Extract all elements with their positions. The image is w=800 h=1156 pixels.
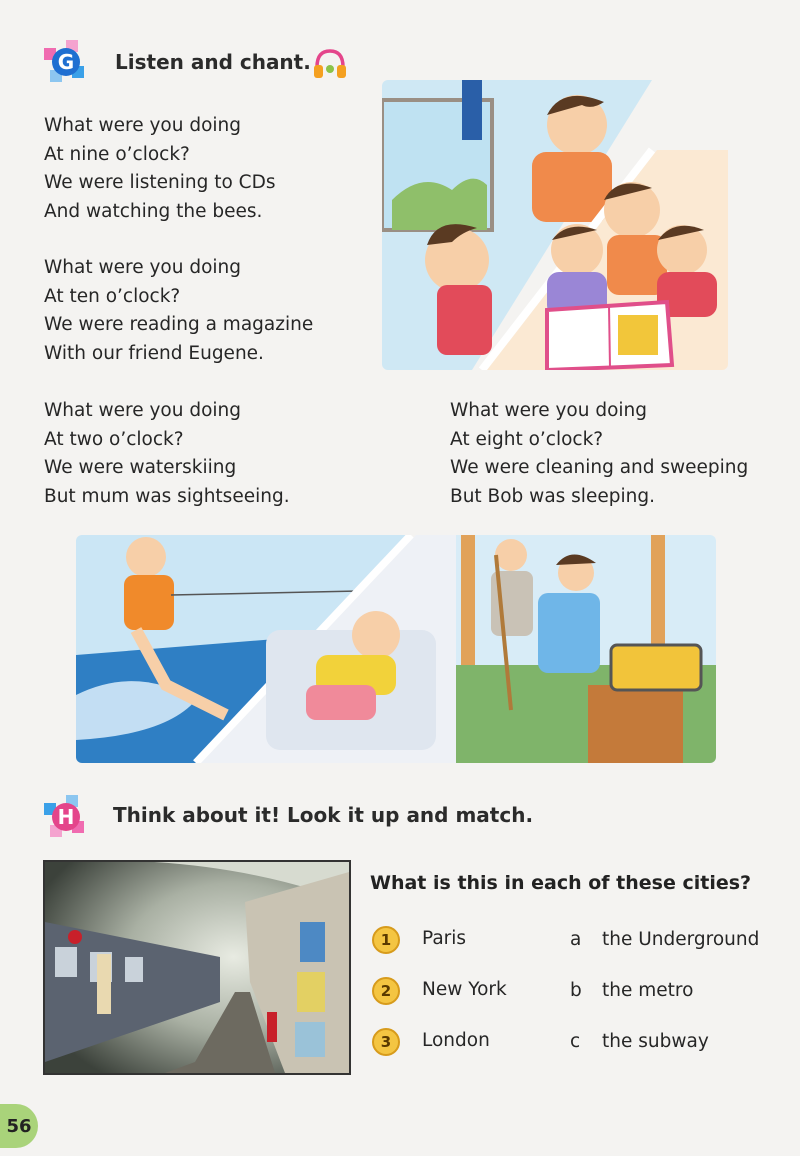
line: We were waterskiing (44, 457, 237, 478)
line: At eight o’clock? (450, 428, 604, 450)
option-letter-b: b (570, 980, 582, 1001)
page-number: 56 (0, 1104, 38, 1148)
line: We were reading a magazine (44, 314, 314, 335)
line: We were listening to CDs (44, 172, 276, 193)
line: But Bob was sleeping. (450, 485, 655, 507)
option-letter-c: c (570, 1031, 581, 1052)
section-h-badge: H (44, 795, 84, 835)
city-paris: Paris (422, 928, 467, 949)
line: With our friend Eugene. (44, 342, 264, 364)
headphones-icon (312, 47, 348, 81)
section-h-title: Think about it! Look it up and match. (113, 803, 534, 827)
option-letter-a: a (570, 929, 582, 950)
line: At two o’clock? (44, 428, 184, 450)
city-london: London (422, 1030, 490, 1051)
line: What were you doing (44, 400, 242, 421)
option-the-metro: the metro (602, 980, 694, 1001)
stanza-2 (44, 254, 313, 368)
option-the-subway: the subway (602, 1031, 709, 1052)
line: What were you doing (44, 257, 242, 278)
stanza-4 (450, 397, 748, 511)
option-the-underground: the Underground (602, 929, 760, 950)
line: At ten o’clock? (44, 285, 181, 307)
city-new-york: New York (422, 979, 507, 1000)
section-g-title: Listen and chant. (115, 50, 311, 74)
number-badge-2: 2 (372, 977, 400, 1005)
illustration-listening-reading (382, 80, 728, 370)
section-g-badge: G (44, 40, 84, 80)
line: But mum was sightseeing. (44, 485, 290, 507)
line: What were you doing (44, 115, 242, 136)
line: And watching the bees. (44, 200, 263, 222)
line: What were you doing (450, 400, 648, 421)
stanza-1 (44, 112, 275, 226)
number-badge-3: 3 (372, 1028, 400, 1056)
stanza-3 (44, 397, 290, 511)
illustration-waterskiing-cleaning (76, 535, 716, 763)
match-question: What is this in each of these cities? (370, 872, 752, 894)
line: We were cleaning and sweeping (450, 457, 749, 478)
number-badge-1: 1 (372, 926, 400, 954)
subway-photo (43, 860, 351, 1075)
line: At nine o’clock? (44, 143, 190, 165)
